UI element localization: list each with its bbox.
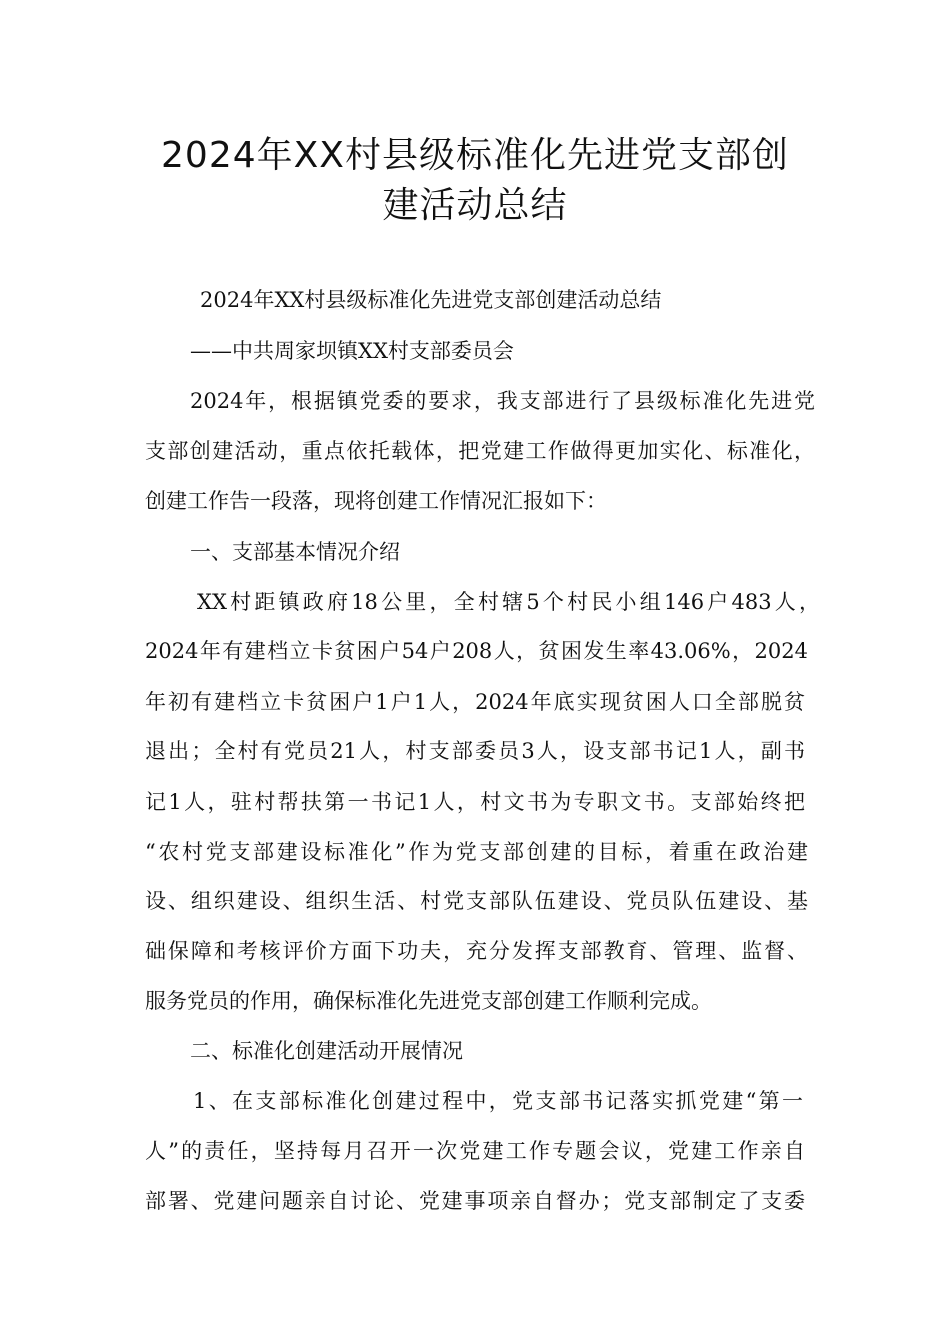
subtitle-line: 2024年XX村县级标准化先进党支部创建活动总结 bbox=[200, 288, 662, 312]
document-title-line-2: 建活动总结 bbox=[382, 185, 568, 226]
paragraph-line: 支部创建活动，重点依托载体，把党建工作做得更加实化、标准化， bbox=[145, 439, 815, 463]
author-line: ——中共周家坝镇XX村支部委员会 bbox=[190, 339, 514, 363]
section-heading-2: 二、标准化创建活动开展情况 bbox=[190, 1039, 463, 1063]
paragraph-line: 2024年有建档立卡贫困户54户208人，贫困发生率43.06%，2024 bbox=[145, 639, 808, 663]
paragraph-line: 服务党员的作用，确保标准化先进党支部创建工作顺利完成。 bbox=[145, 989, 712, 1013]
paragraph-line: 记1人，驻村帮扶第一书记1人，村文书为专职文书。支部始终把 bbox=[145, 790, 805, 814]
section-heading-1: 一、支部基本情况介绍 bbox=[190, 540, 400, 564]
paragraph-line: 部署、党建问题亲自讨论、党建事项亲自督办；党支部制定了支委 bbox=[145, 1189, 805, 1213]
paragraph-line: 1、在支部标准化创建过程中，党支部书记落实抓党建“第一 bbox=[193, 1089, 803, 1113]
paragraph-line: 2024年，根据镇党委的要求，我支部进行了县级标准化先进党 bbox=[190, 389, 815, 413]
paragraph-line: 年初有建档立卡贫困户1户1人，2024年底实现贫困人口全部脱贫 bbox=[145, 690, 805, 714]
document-title-line-1: 2024年XX村县级标准化先进党支部创 bbox=[161, 135, 789, 176]
paragraph-line: 退出；全村有党员21人，村支部委员3人，设支部书记1人，副书 bbox=[145, 739, 805, 763]
paragraph-line: XX村距镇政府18公里，全村辖5个村民小组146户483人， bbox=[197, 590, 820, 614]
paragraph-line: 设、组织建设、组织生活、村党支部队伍建设、党员队伍建设、基 bbox=[145, 889, 808, 913]
paragraph-line: “农村党支部建设标准化”作为党支部创建的目标，着重在政治建 bbox=[145, 840, 808, 864]
paragraph-line: 础保障和考核评价方面下功夫，充分发挥支部教育、管理、监督、 bbox=[145, 939, 808, 963]
paragraph-line: 创建工作告一段落，现将创建工作情况汇报如下： bbox=[145, 489, 607, 513]
paragraph-line: 人”的责任，坚持每月召开一次党建工作专题会议，党建工作亲自 bbox=[145, 1139, 805, 1163]
